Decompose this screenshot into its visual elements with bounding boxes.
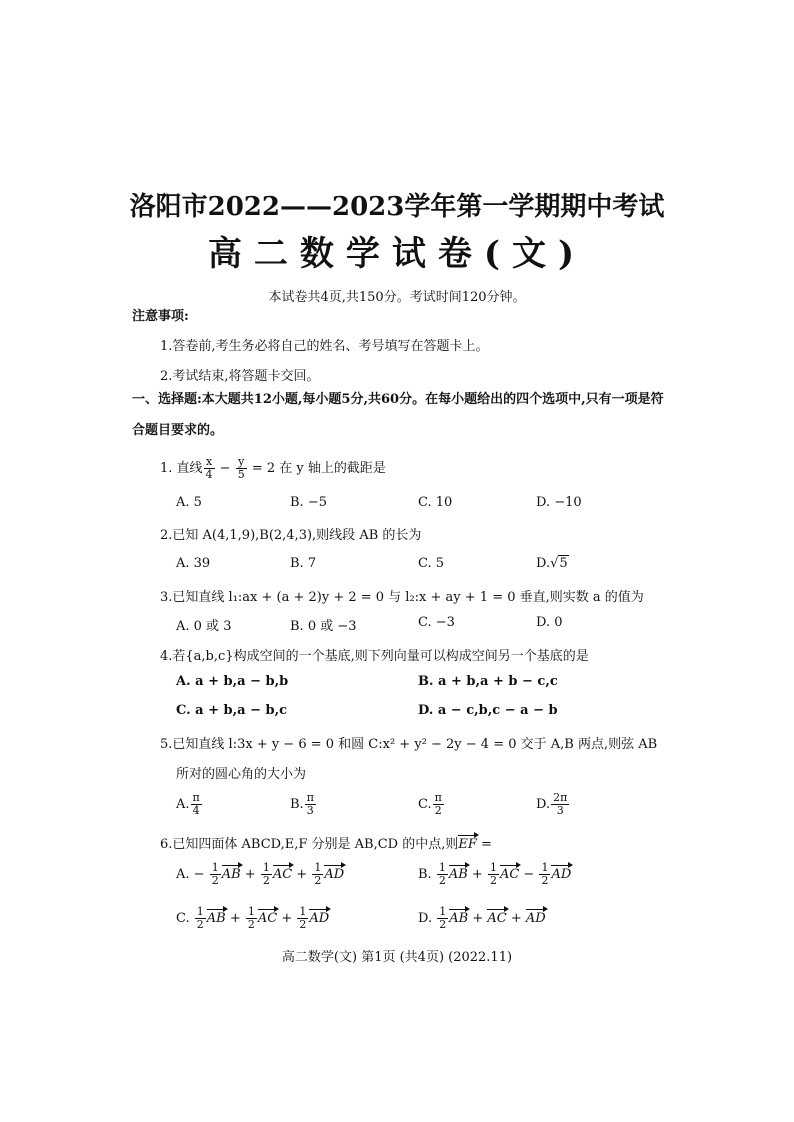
question-5-stem-line1: 5.已知直线 l:3x + y − 6 = 0 和圆 C:x² + y² − 2y − 4 = 0 交于 A,B 两点,则弦 AB (160, 737, 658, 752)
q5-a-den: 4 (192, 804, 200, 817)
question-5-stem-line2: 所对的圆心角的大小为 (176, 767, 307, 782)
q5-option-a-fraction (191, 792, 202, 817)
q5-b-num: π (306, 791, 314, 804)
half-den: 2 (314, 874, 322, 887)
q5-c-den: 2 (434, 804, 442, 817)
question-3-stem: 3.已知直线 l₁:ax + (a + 2)y + 2 = 0 与 l₂:x + ay + 1 = 0 垂直,则实数 a 的值为 (160, 590, 644, 605)
q3-option-c: C. −3 (418, 615, 455, 630)
vector-ab: AB (449, 908, 468, 926)
q6-option-c-label: C. (176, 911, 190, 926)
q5-option-c-fraction (433, 792, 444, 817)
q6-option-b: B. $\frac{1}{2}$ AB + $\frac{1}{2}$ AC − $\frac{1}{2}$ AD (418, 861, 572, 887)
q5-option-b-label: B. (290, 797, 304, 812)
half-den: 2 (299, 918, 307, 931)
question-4-stem: 4.若{a,b,c}构成空间的一个基底,则下列向量可以构成空间另一个基底的是 (160, 649, 589, 664)
q1-suffix: = 2 在 y 轴上的截距是 (247, 461, 386, 476)
q2-option-a: A. 39 (176, 556, 211, 571)
q6-stem-suffix: = (476, 837, 492, 852)
q6-option-d: D. $\frac{1}{2}$ AB + AC + AD (418, 905, 546, 931)
vector-ab: AB (207, 908, 226, 926)
exam-title-line1: 洛阳市2022——2023学年第一学期期中考试 (129, 192, 665, 222)
q5-option-d-fraction (551, 792, 569, 817)
vector-ad: AD (551, 864, 571, 882)
q4-option-d: D. a − c,b,c − a − b (418, 703, 558, 718)
half-fraction (210, 862, 221, 887)
q5-d-num: 2π (553, 791, 568, 804)
half-num: 1 (314, 861, 322, 874)
q1-option-c: C. 10 (418, 495, 453, 510)
vector-ab: AB (449, 864, 468, 882)
question-1-stem (160, 456, 386, 481)
half-num: 1 (438, 861, 446, 874)
q6-option-c: C. $\frac{1}{2}$ AB + $\frac{1}{2}$ AC + $\frac{1}{2}$ AD (176, 905, 330, 931)
q5-a-num: π (192, 791, 200, 804)
q4-option-b: B. a + b,a + b − c,c (418, 674, 558, 689)
q6-option-d-label: D. (418, 911, 433, 926)
half-num: 1 (196, 905, 204, 918)
vector-ac: AC (500, 864, 519, 882)
q1-option-d: D. −10 (536, 495, 582, 510)
half-den: 2 (438, 874, 446, 887)
q3-option-a: A. 0 或 3 (176, 619, 232, 634)
vector-ac: AC (273, 864, 292, 882)
half-fraction (246, 906, 257, 931)
q1-den1: 4 (205, 468, 213, 481)
vector-ad: AD (309, 908, 329, 926)
q5-option-d-label: D. (536, 797, 551, 812)
q2-radicand: 5 (559, 556, 568, 571)
section-heading: 一、选择题:本大题共12小题,每小题5分,共60分。在每小题给出的四个选项中,只有一项是符合题目要求的。 (132, 392, 664, 438)
half-num: 1 (299, 905, 307, 918)
vector-ab: AB (222, 864, 241, 882)
page-footer: 高二数学(文) 第1页 (共4页) (2022.11) (281, 950, 513, 965)
half-num: 1 (439, 905, 447, 918)
q2-option-d-label: D. (536, 556, 551, 571)
q2-option-b: B. 7 (290, 556, 317, 571)
q6-option-a-label: A. − (176, 867, 205, 882)
q6-option-a: A. − $\frac{1}{2}$ AB + $\frac{1}{2}$ AC + $\frac{1}{2}$ AD (176, 861, 345, 887)
half-den: 2 (439, 918, 447, 931)
q2-option-d (536, 556, 569, 571)
notice-heading: 注意事项: (132, 309, 189, 324)
q1-option-b: B. −5 (290, 495, 327, 510)
q5-option-d (536, 792, 570, 817)
q1-num2: y (236, 456, 247, 469)
q5-b-den: 3 (306, 804, 314, 817)
q1-fraction-y (236, 456, 247, 481)
q5-option-c-label: C. (418, 797, 432, 812)
q4-option-c: C. a + b,a − b,c (176, 703, 288, 718)
q5-option-a-label: A. (176, 797, 190, 812)
q6-vector-ef: EF (458, 834, 477, 852)
q4-option-a: A. a + b,a − b,b (176, 674, 289, 689)
half-num: 1 (489, 861, 497, 874)
notice-item-2: 2.考试结束,将答题卡交回。 (160, 369, 320, 384)
half-fraction (437, 906, 448, 931)
vector-ad: AD (526, 908, 546, 926)
half-den: 2 (489, 874, 497, 887)
q1-num1: x (204, 456, 215, 469)
half-fraction (297, 906, 308, 931)
half-num: 1 (211, 861, 219, 874)
half-fraction (312, 862, 323, 887)
q5-option-c (418, 792, 445, 817)
q3-option-d: D. 0 (536, 615, 563, 630)
vector-ad: AD (324, 864, 344, 882)
q5-option-a (176, 792, 203, 817)
q5-c-num: π (434, 791, 442, 804)
half-fraction (261, 862, 272, 887)
exam-info: 本试卷共4页,共150分。考试时间120分钟。 (268, 290, 526, 305)
q5-option-b-fraction (305, 792, 316, 817)
question-6-stem (160, 833, 492, 852)
question-2-stem: 2.已知 A(4,1,9),B(2,4,3),则线段 AB 的长为 (160, 528, 422, 543)
half-fraction (539, 862, 550, 887)
half-num: 1 (247, 905, 255, 918)
half-num: 1 (541, 861, 549, 874)
half-den: 2 (247, 918, 255, 931)
q6-option-b-label: B. (418, 867, 432, 882)
q3-option-b: B. 0 或 −3 (290, 619, 357, 634)
half-num: 1 (262, 861, 270, 874)
q6-stem-prefix: 6.已知四面体 ABCD,E,F 分别是 AB,CD 的中点,则 (160, 837, 459, 852)
vector-ac: AC (487, 908, 506, 926)
half-den: 2 (262, 874, 270, 887)
half-fraction (437, 862, 448, 887)
half-den: 2 (211, 874, 219, 887)
exam-title-line2: 高二数学试卷(文) (207, 234, 587, 274)
half-den: 2 (196, 918, 204, 931)
q1-den2: 5 (237, 468, 245, 481)
q5-option-b (290, 792, 317, 817)
vector-ac: AC (258, 908, 277, 926)
q1-fraction-x (204, 456, 215, 481)
q2-option-c: C. 5 (418, 556, 445, 571)
q5-d-den: 3 (556, 804, 564, 817)
q1-option-a: A. 5 (176, 495, 202, 510)
sqrt-symbol: √5 (550, 556, 568, 571)
half-fraction (195, 906, 206, 931)
half-fraction (488, 862, 499, 887)
q1-prefix: 1. 直线 (160, 461, 203, 476)
half-den: 2 (541, 874, 549, 887)
q1-minus: − (215, 461, 235, 476)
notice-item-1: 1.答卷前,考生务必将自己的姓名、考号填写在答题卡上。 (160, 339, 489, 354)
